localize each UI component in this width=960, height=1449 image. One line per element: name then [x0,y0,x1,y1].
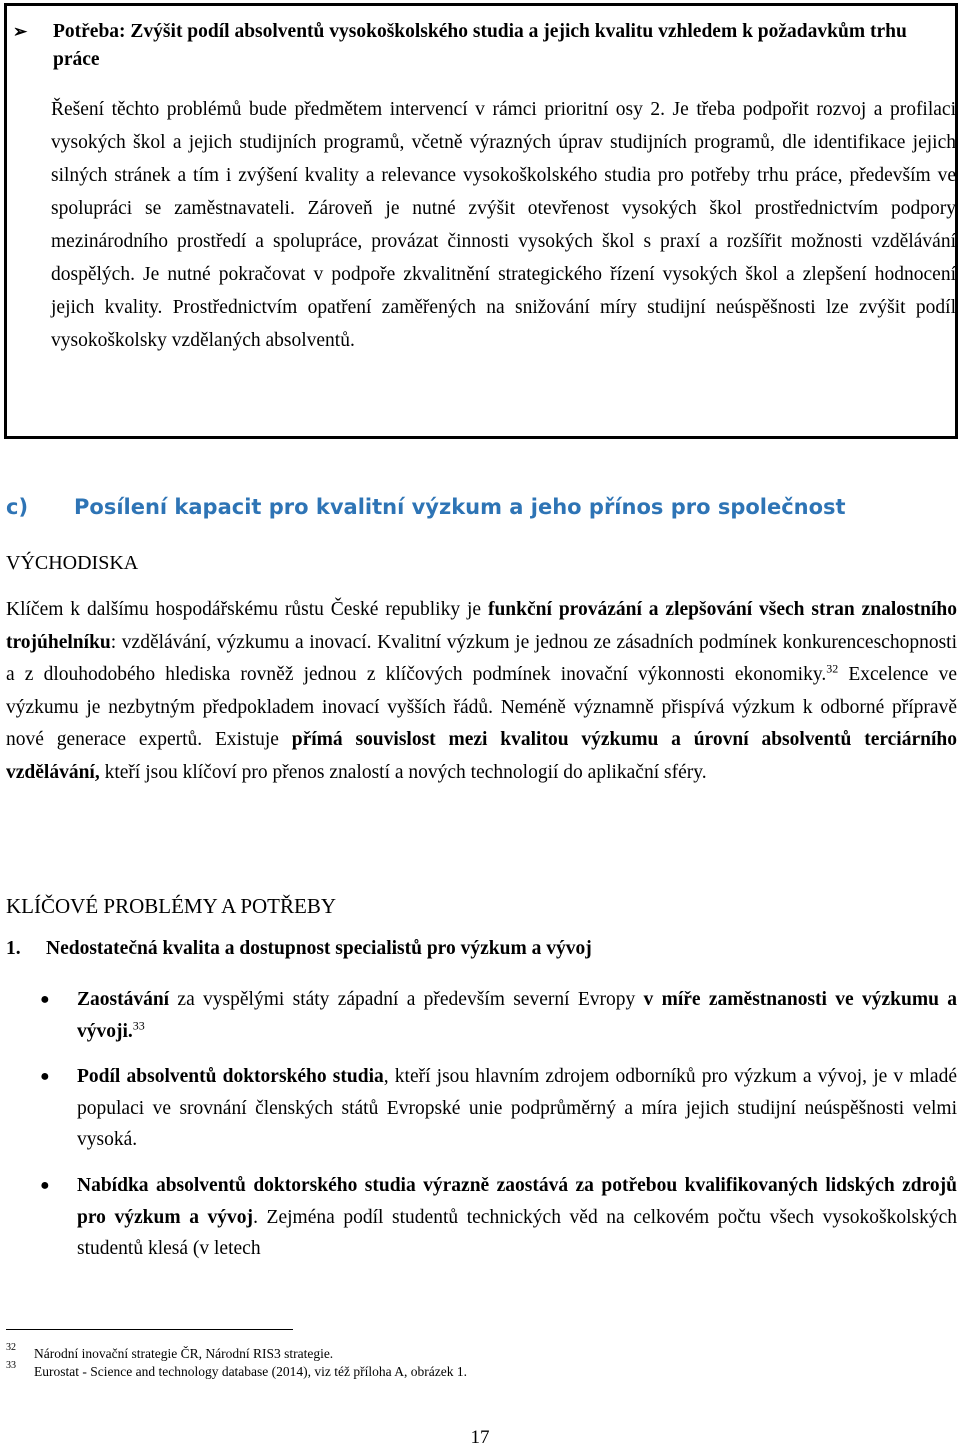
text-run: . Zejména podíl studentů technických věd na celkovém počtu všech vysokoškolských studentů klesá (v letech [77,1206,957,1259]
bold-run: funkční provázání a zlepšování všech stran znalostního trojúhelníku [6,599,957,653]
item-number: 1. [6,938,21,959]
footnote-text: Eurostat - Science and technology database (2014), viz též příloha A, obrázek 1. [34,1364,467,1379]
highlight-box [4,3,958,439]
text-run: Klíčem k dalšímu hospodářskému růstu České republiky je [6,599,488,620]
footnote-number: 33 [6,1360,16,1371]
bold-run: Nabídka absolventů doktorského studia výrazně zaostává za potřebou kvalifikovaných lidských zdrojů pro výzkum a vývoj [77,1175,957,1228]
bullet-dot-icon: ● [40,1177,50,1194]
bullet-dot-icon: ● [40,991,50,1008]
text-run: kteří jsou klíčoví pro přenos znalostí a nových technologií do aplikační sféry. [99,761,707,783]
section-heading [6,495,946,519]
footnote-ref-32[interactable]: 32 [826,661,839,676]
vychodiska-paragraph [6,594,957,789]
bullet-dot-icon: ● [40,1068,50,1085]
footnote-separator [6,1329,293,1330]
footnote-text: Národní inovační strategie ČR, Národní RIS3 strategie. [34,1346,334,1361]
section-title: Posílení kapacit pro kvalitní výzkum a jeho přínos pro společnost [74,495,846,519]
bold-run: Podíl absolventů doktorského studia [77,1066,384,1087]
bold-run: v míře zaměstnanosti ve výzkumu a vývoji. [77,989,957,1042]
problems-heading: KLÍČOVÉ PROBLÉMY A POTŘEBY [6,894,337,918]
page-number: 17 [470,1427,490,1448]
text-run: , kteří jsou hlavním zdrojem odborníků pro výzkum a vývoj, je v mladé populaci ve srovnání členských států Evropské unie podprůměrný a míra jejich studijní neúspěšnosti velmi vysoká. [77,1066,957,1150]
text-run: : vzdělávání, výzkumu a inovací. Kvalitní výzkum je jednou ze zásadních podmínek konkurenceschopnosti a z dlouhodobého hlediska rovněž jednou z klíčových podmínek inovační výkonnosti ekonomiky. [6,631,957,685]
bold-run: přímá souvislost mezi kvalitou výzkumu a úrovní absolventů terciárního vzdělávání, [6,729,957,783]
list-item-text [77,1170,957,1265]
footnote-ref-33[interactable]: 33 [132,1018,145,1032]
item-title: Nedostatečná kvalita a dostupnost specialistů pro výzkum a vývoj [46,938,592,959]
numbered-item [6,938,592,960]
list-item-text [77,1061,957,1156]
box-heading-text: Potřeba: Zvýšit podíl absolventů vysokoškolského studia a jejich kvalitu vzhledem k požadavkům trhu práce [53,21,907,70]
bold-run: Zaostávání [77,989,170,1010]
text-run: Excelence ve výzkumu je nezbytným předpokladem inovací vyšších řádů. Neméně významně přispívá výzkum k odborné přípravě nové generace expertů. Existuje [6,664,958,750]
arrow-bullet-icon: ➢ [13,22,28,41]
text-run: za vyspělými státy západní a především severní Evropy [169,989,644,1010]
section-letter: c) [6,495,29,519]
footnote-number: 32 [6,1342,16,1353]
box-heading [13,18,949,74]
vychodiska-heading: VÝCHODISKA [6,552,139,574]
box-body: Řešení těchto problémů bude předmětem intervencí v rámci prioritní osy 2. Je třeba podpořit rozvoj a profilaci vysokých škol a jejich studijních programů, včetně výrazných úprav studijních programů, dle identifikace jejich silných stránek a tím i zvýšení kvality a relevance vysokoškolského studia pro potřeby trhu práce, především ve spolupráci se zaměstnavateli. Zároveň je nutné zvýšit otevřenost vysokých škol prostřednictvím podpory mezinárodního prostředí a spolupráce, provázat činnosti vysokých škol s praxí a rozšířit možnosti vzdělávání dospělých. Je nutné pokračovat v podpoře zkvalitnění strategického řízení vysokých škol a zlepšení hodnocení jejich kvality. Prostřednictvím opatření zaměřených na snižování míry studijní neúspěšnosti lze zvýšit podíl vysokoškolsky vzdělaných absolventů. [51,99,956,351]
list-item-text [77,984,957,1047]
